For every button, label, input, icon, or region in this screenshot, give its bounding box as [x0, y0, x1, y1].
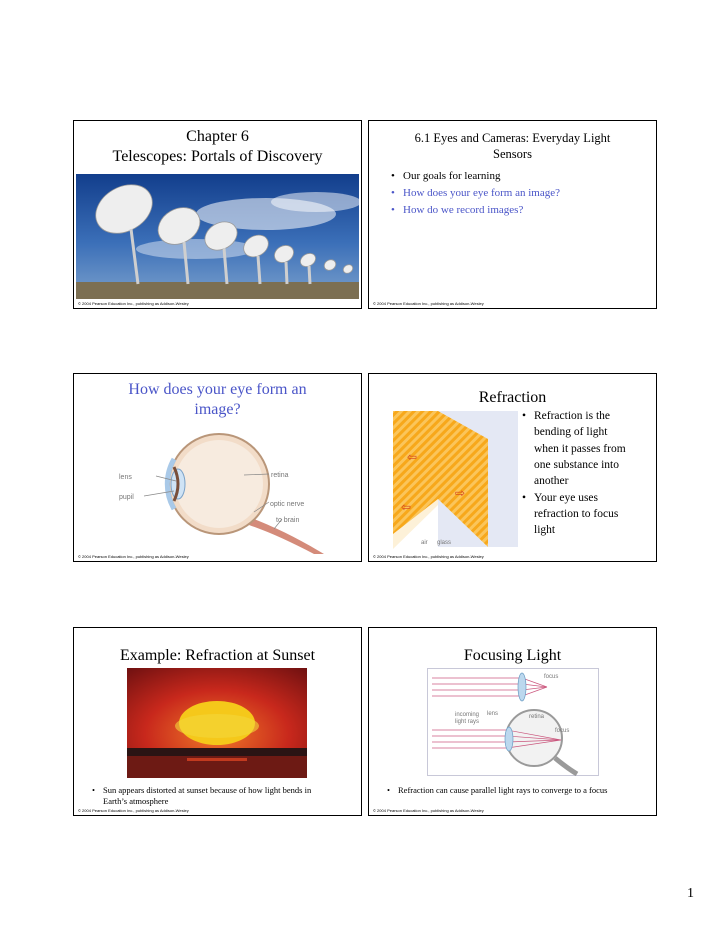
lens-label: lens	[487, 711, 499, 717]
svg-text:⇦: ⇦	[401, 500, 412, 514]
bullet-item: • Our goals for learning	[391, 168, 641, 185]
optic-nerve-label: optic nerve	[270, 501, 305, 508]
lens-label: lens	[119, 474, 132, 481]
slide-6	[368, 627, 657, 816]
bullet-item: • How does your eye form an image?	[391, 185, 641, 202]
radio-telescope-array-photo	[76, 174, 359, 299]
title-line-1: How does your eye form an	[128, 381, 307, 398]
incoming-label-line-1: incoming	[455, 712, 480, 718]
slide-2	[368, 120, 657, 309]
copyright: © 2004 Pearson Education Inc., publishing as Addison-Wesley	[373, 301, 484, 306]
slide-caption: • Sun appears distorted at sunset because of how light bends in Earth’s atmosphere	[92, 785, 337, 807]
incoming-label-line-2: light rays	[455, 719, 480, 725]
svg-text:⇨: ⇨	[455, 486, 466, 500]
title-line-1: 6.1 Eyes and Cameras: Everyday Light	[414, 131, 611, 145]
bullet-list	[522, 408, 627, 539]
retina-label: retina	[271, 472, 289, 479]
title-line-2: image?	[194, 401, 241, 418]
slide-1	[73, 120, 362, 309]
slide-title: Focusing Light	[463, 647, 562, 664]
copyright: © 2004 Pearson Education Inc., publishing as Addison-Wesley	[78, 554, 189, 559]
slide-caption: • Refraction can cause parallel light rays to converge to a focus	[387, 785, 637, 796]
refraction-diagram	[393, 409, 523, 549]
svg-text:⇦: ⇦	[407, 450, 418, 464]
copyright: © 2004 Pearson Education Inc., publishing as Addison-Wesley	[373, 808, 484, 813]
bullet-item: • Refraction is the bending of light when it passes from one substance into another	[522, 408, 627, 490]
focusing-light-diagram	[427, 668, 599, 776]
glass-label: glass	[437, 540, 452, 546]
air-label: air	[421, 540, 428, 546]
page-number: 1	[687, 886, 694, 901]
copyright: © 2004 Pearson Education Inc., publishing as Addison-Wesley	[78, 301, 189, 306]
slide-4	[368, 373, 657, 562]
pupil-label: pupil	[119, 494, 134, 501]
slide-title	[74, 380, 361, 420]
focus-bottom-label: focus	[555, 728, 570, 734]
bullet-item: • How do we record images?	[391, 202, 641, 219]
copyright: © 2004 Pearson Education Inc., publishing as Addison-Wesley	[78, 808, 189, 813]
slide-3	[73, 373, 362, 562]
title-line-2: Telescopes: Portals of Discovery	[112, 148, 323, 165]
slide-title	[369, 131, 656, 162]
to-brain-label: to brain	[276, 517, 300, 524]
slide-title: Example: Refraction at Sunset	[119, 647, 316, 664]
title-line-2: Sensors	[493, 146, 532, 161]
bullet-item: • Your eye uses refraction to focus light	[522, 490, 627, 539]
bullet-list	[391, 168, 641, 219]
copyright: © 2004 Pearson Education Inc., publishing as Addison-Wesley	[373, 554, 484, 559]
caption-text: Refraction can cause parallel light rays to converge to a focus	[398, 785, 608, 795]
focus-top-label: focus	[544, 674, 559, 680]
sunset-photo	[127, 668, 307, 778]
slide-title: Refraction	[478, 389, 547, 406]
caption-text: Sun appears distorted at sunset because of how light bends in Earth’s atmosphere	[103, 785, 312, 807]
slide-5	[73, 627, 362, 816]
eye-cross-section-diagram	[104, 429, 334, 554]
retina-label: retina	[529, 714, 545, 720]
slide-title	[74, 127, 361, 167]
title-line-1: Chapter 6	[186, 128, 249, 145]
